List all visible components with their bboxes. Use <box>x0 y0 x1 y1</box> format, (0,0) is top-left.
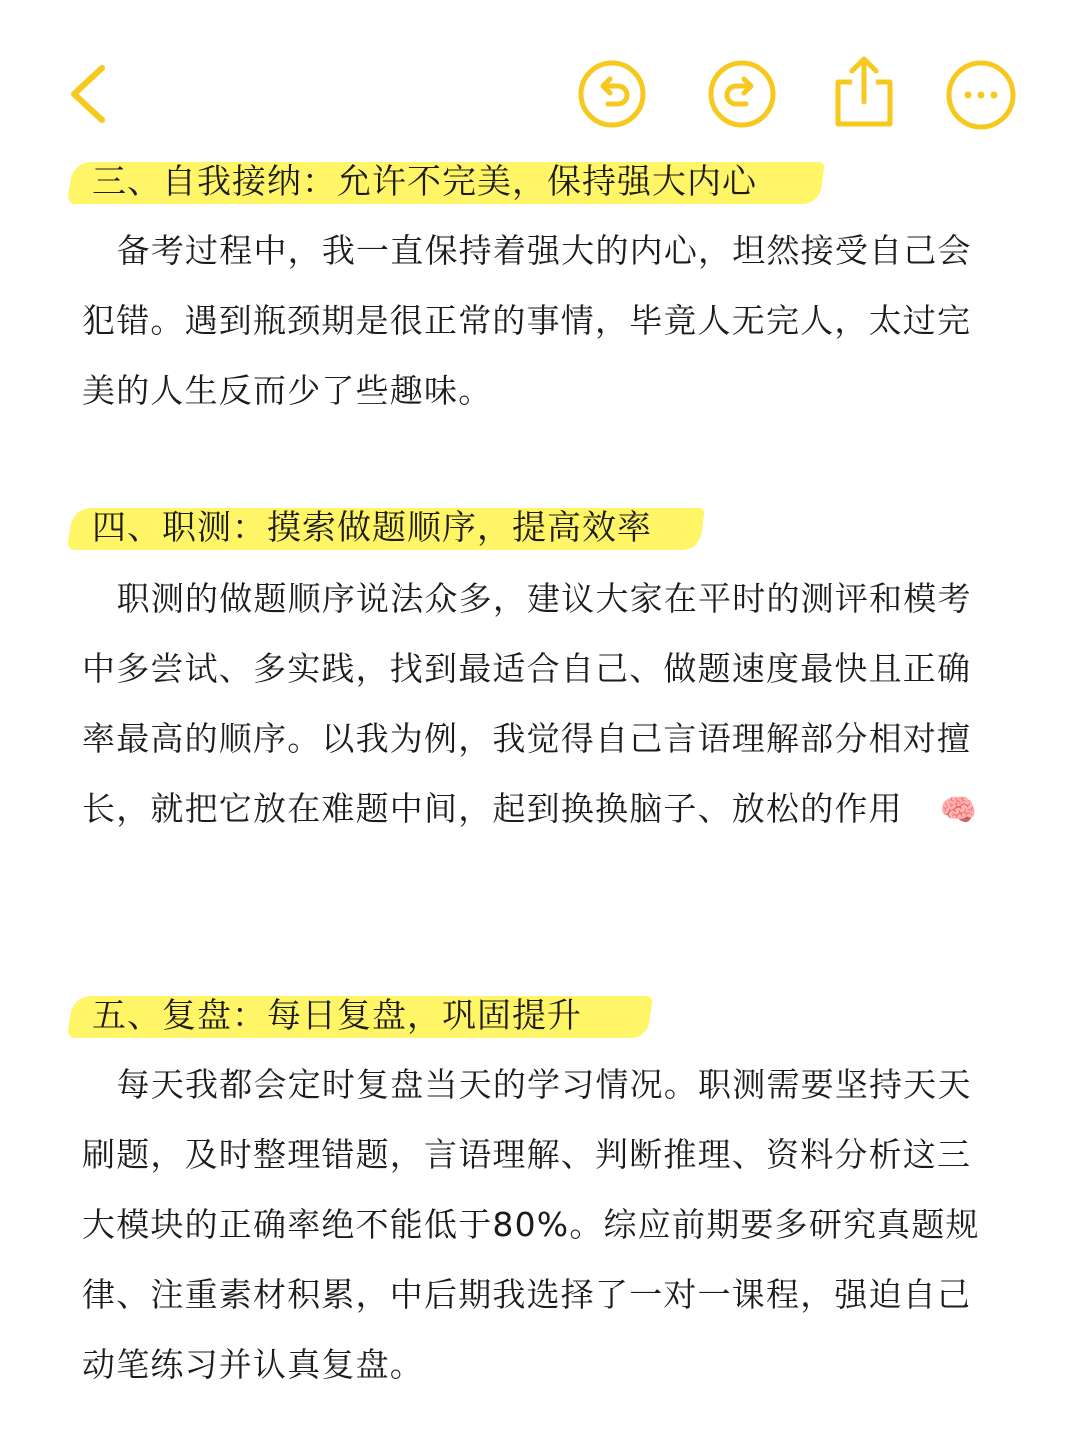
heading-text: 五、复盘：每日复盘，巩固提升 <box>92 996 582 1036</box>
section-heading-5 <box>70 988 582 1044</box>
section-body-4 <box>82 564 1000 846</box>
heading-text: 三、自我接纳：允许不完美，保持强大内心 <box>92 162 757 202</box>
section-body-4-text: 职测的做题顺序说法众多，建议大家在平时的测评和模考中多尝试、多实践，找到最适合自己、做题速度最快且正确率最高的顺序。以我为例，我觉得自己言语理解部分相对擅长，就把它放在难题中间，起到换换脑子、放松的作用 <box>82 579 972 828</box>
section-body-5: 每天我都会定时复盘当天的学习情况。职测需要坚持天天刷题，及时整理错题，言语理解、判断推理、资料分析这三大模块的正确率绝不能低于80%。综应前期要多研究真题规律、注重素材积累，中后期我选择了一对一课程，强迫自己动笔练习并认真复盘。 <box>82 1065 980 1384</box>
section-heading-3 <box>70 154 757 210</box>
heading-text: 四、职测：摸索做题顺序，提高效率 <box>92 508 652 548</box>
brain-emoji-icon: 🧠 <box>939 793 979 828</box>
section-heading-4 <box>70 500 652 556</box>
section-body-3: 备考过程中，我一直保持着强大的内心，坦然接受自己会犯错。遇到瓶颈期是很正常的事情，毕竟人无完人，太过完美的人生反而少了些趣味。 <box>82 231 972 410</box>
